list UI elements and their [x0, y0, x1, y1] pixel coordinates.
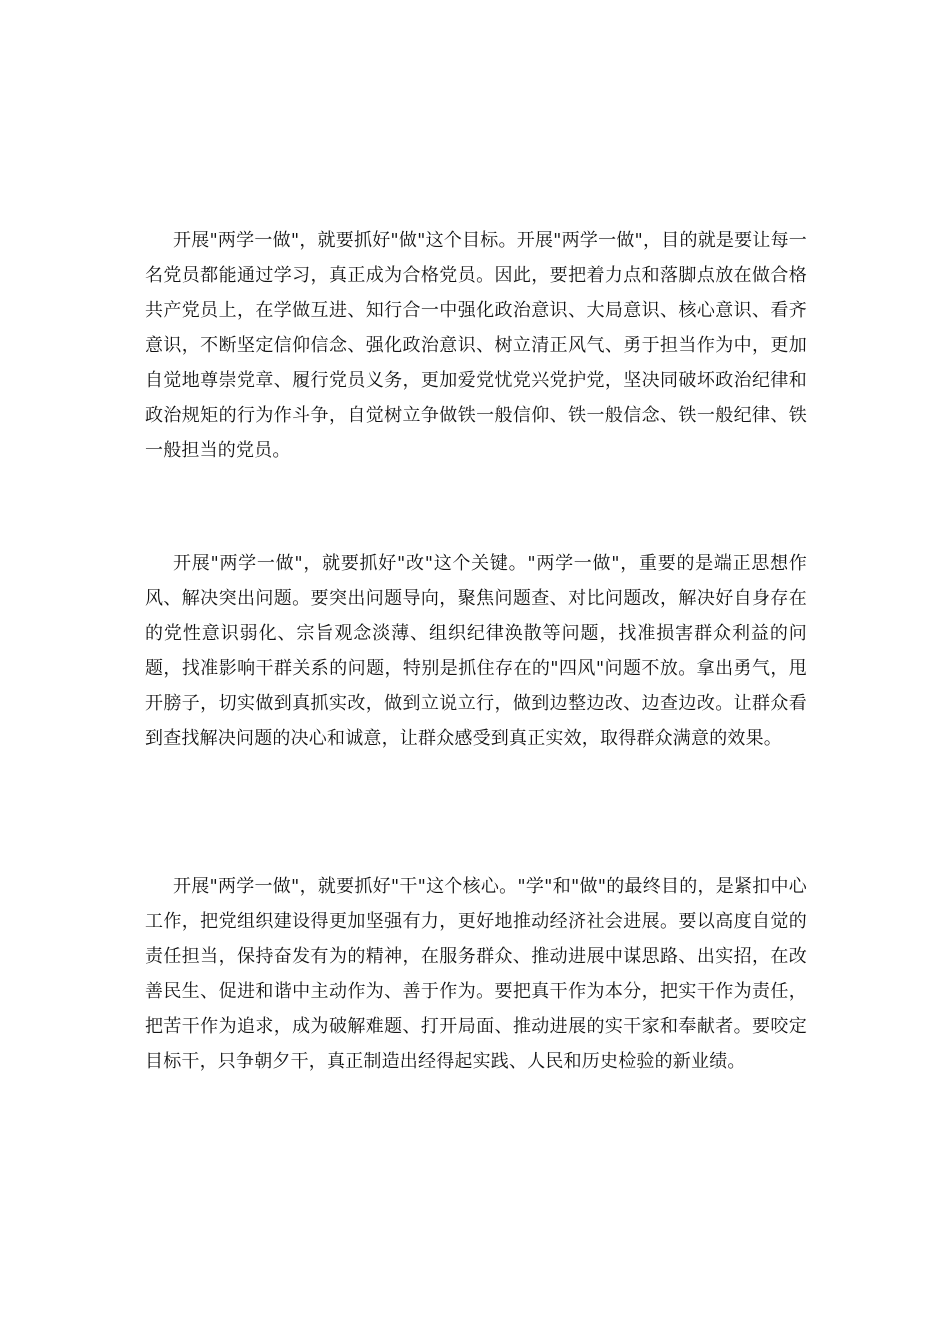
paragraph-gan: 开展"两学一做"，就要抓好"干"这个核心。"学"和"做"的最终目的，是紧扣中心工作，把党组织建设得更加坚强有力，更好地推动经济社会进展。要以高度自觉的责任担当，保持奋发有为的精神，在服务群众、推动进展中谋思路、出实招，在改善民生、促进和谐中主动作为、善于作为。要把真干作为本分，把实干作为责任，把苦干作为追求，成为破解难题、打开局面、推动进展的实干家和奉献者。要咬定目标干，只争朝夕干，真正制造出经得起实践、人民和历史检验的新业绩。 — [145, 876, 807, 1072]
paragraph-gai: 开展"两学一做"，就要抓好"改"这个关键。"两学一做"，重要的是端正思想作风、解决突出问题。要突出问题导向，聚焦问题查、对比问题改，解决好自身存在的党性意识弱化、宗旨观念淡薄、组织纪律涣散等问题，找准损害群众利益的问题，找准影响干群关系的问题，特别是抓住存在的"四风"问题不放。拿出勇气，甩开膀子，切实做到真抓实改，做到立说立行，做到边整边改、边查边改。让群众看到查找解决问题的决心和诚意，让群众感受到真正实效，取得群众满意的效果。 — [145, 553, 807, 749]
paragraph-zuo: 开展"两学一做"，就要抓好"做"这个目标。开展"两学一做"，目的就是要让每一名党员都能通过学习，真正成为合格党员。因此，要把着力点和落脚点放在做合格共产党员上，在学做互进、知行合一中强化政治意识、大局意识、核心意识、看齐意识，不断坚定信仰信念、强化政治意识、树立清正风气、勇于担当作为中，更加自觉地尊崇党章、履行党员义务，更加爱党忧党兴党护党，坚决同破坏政治纪律和政治规矩的行为作斗争，自觉树立争做铁一般信仰、铁一般信念、铁一般纪律、铁一般担当的党员。 — [145, 230, 807, 461]
